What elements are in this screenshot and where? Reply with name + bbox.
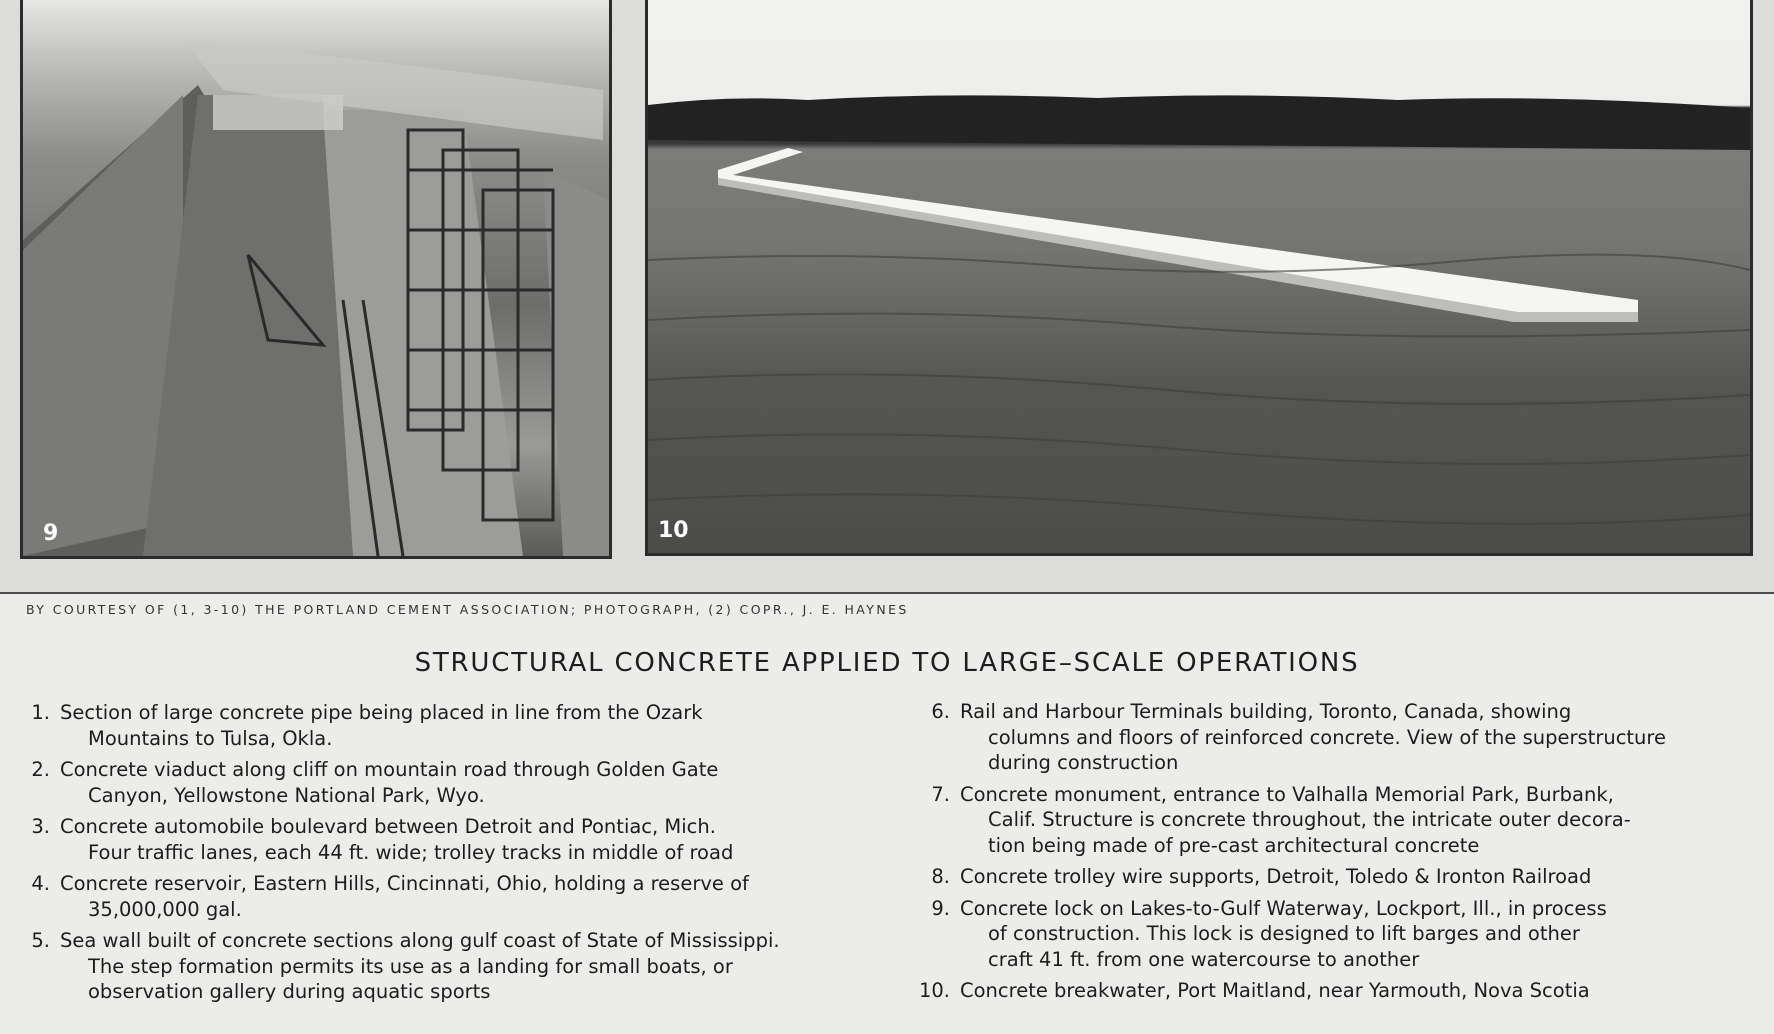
caption-line: Rail and Harbour Terminals building, Toronto, Canada, showing [960,700,1572,723]
caption-number: 1. [31,701,50,724]
caption-item [912,978,1750,1004]
caption-item [24,928,860,1005]
caption-number: 2. [31,758,50,781]
photo-number-10: 10 [658,518,689,543]
caption-line: of construction. This lock is designed to lift barges and other [988,922,1580,945]
caption-line: Concrete viaduct along cliff on mountain road through Golden Gate [60,758,719,781]
caption-line: Concrete trolley wire supports, Detroit, Toledo & Ironton Railroad [960,865,1592,888]
caption-item [912,782,1750,859]
photo-credit: BY COURTESY OF (1, 3-10) THE PORTLAND CEMENT ASSOCIATION; PHOTOGRAPH, (2) COPR., J. E. HAYNES [26,602,909,617]
caption-line: Sea wall built of concrete sections along gulf coast of State of Mississippi. [60,929,780,952]
photo-number-9: 9 [43,521,59,546]
caption-line: craft 41 ft. from one watercourse to another [988,947,1420,971]
caption-line: during construction [988,751,1179,774]
caption-line: Concrete monument, entrance to Valhalla Memorial Park, Burbank, [960,782,1614,806]
caption-line: Four traffic lanes, each 44 ft. wide; trolley tracks in middle of road [88,840,734,864]
caption-number: 3. [31,815,50,838]
caption-item [24,814,860,865]
photo-lock-construction [20,0,612,559]
caption-number: 9. [931,896,950,920]
caption-line: Calif. Structure is concrete throughout, the intricate outer decora- [988,808,1631,831]
caption-line: columns and floors of reinforced concrete. View of the superstructure [988,725,1667,749]
captions-left-column [24,700,860,1011]
caption-line: Mountains to Tulsa, Okla. [88,726,333,750]
caption-line: Canyon, Yellowstone National Park, Wyo. [88,783,485,807]
caption-item [912,699,1750,776]
caption-item [24,871,860,922]
photo-breakwater [645,0,1753,556]
caption-number: 7. [931,782,950,806]
caption-line: Concrete reservoir, Eastern Hills, Cincinnati, Ohio, holding a reserve of [60,872,749,895]
lock-construction-image [23,0,609,556]
breakwater-image [648,0,1750,553]
caption-line: observation gallery during aquatic sports [88,980,491,1003]
caption-item [24,757,860,808]
caption-line: Concrete automobile boulevard between Detroit and Pontiac, Mich. [60,815,716,838]
captions-right-column [912,699,1750,1010]
caption-number: 6. [931,700,950,723]
caption-item [912,864,1750,890]
caption-number: 8. [931,865,950,888]
caption-number: 4. [31,872,50,895]
caption-item [24,700,860,751]
caption-number: 10. [918,979,950,1002]
page-title: STRUCTURAL CONCRETE APPLIED TO LARGE–SCALE OPERATIONS [414,648,1360,678]
caption-line: 35,000,000 gal. [88,897,242,921]
caption-number: 5. [31,929,50,952]
caption-item [912,896,1750,973]
caption-line: Section of large concrete pipe being placed in line from the Ozark [60,701,703,724]
caption-line: The step formation permits its use as a landing for small boats, or [88,954,733,978]
caption-line: tion being made of pre-cast architectural concrete [988,833,1480,857]
caption-line: Concrete lock on Lakes-to-Gulf Waterway, Lockport, Ill., in process [960,896,1607,920]
caption-line: Concrete breakwater, Port Maitland, near Yarmouth, Nova Scotia [960,979,1590,1002]
